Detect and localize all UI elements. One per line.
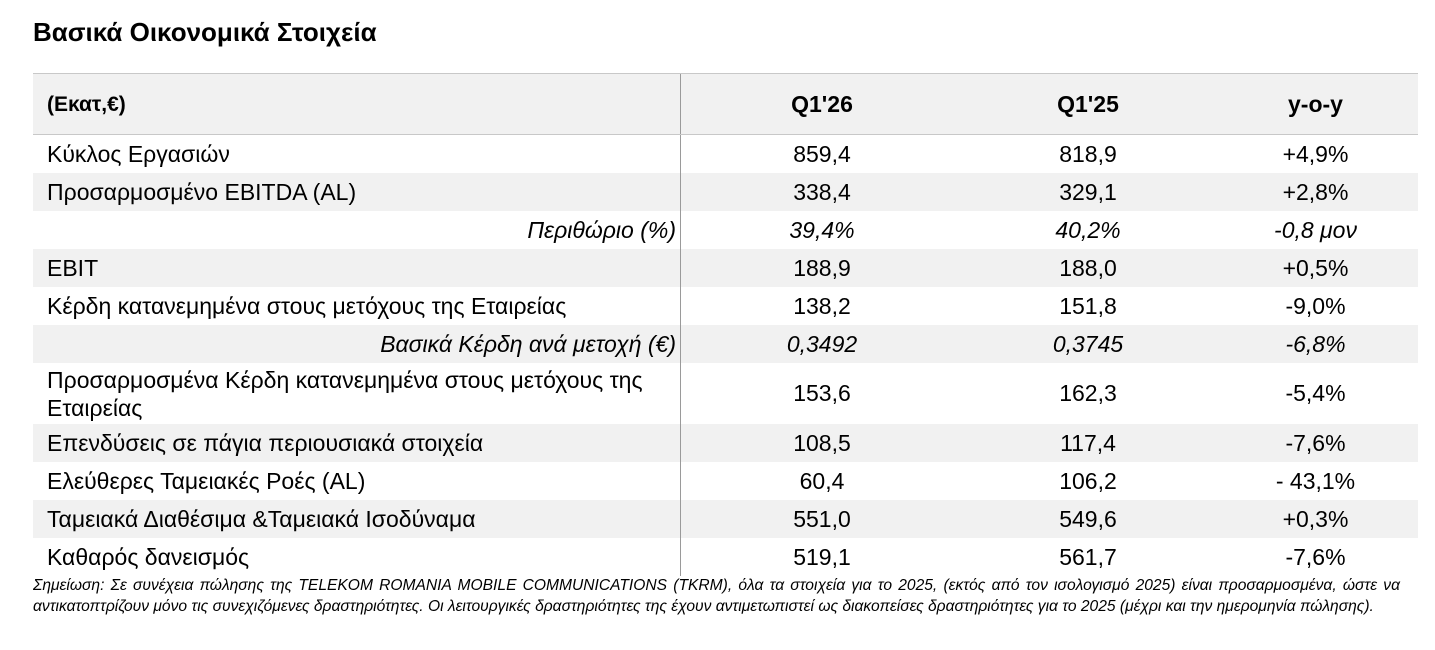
value-q1-26: 859,4 <box>793 140 851 167</box>
row-label: Επενδύσεις σε πάγια περιουσιακά στοιχεία <box>33 424 681 462</box>
row-label: Περιθώριο (%) <box>33 211 681 249</box>
row-label: Καθαρός δανεισμός <box>33 538 681 576</box>
value-q1-25: 188,0 <box>1059 254 1117 281</box>
value-yoy: -7,6% <box>1285 429 1346 456</box>
value-q1-25: 117,4 <box>1060 429 1116 456</box>
value-yoy: -5,4% <box>1285 380 1346 406</box>
table-row <box>33 538 1418 576</box>
value-yoy: -6,8% <box>1285 330 1346 357</box>
table-row <box>33 211 1418 249</box>
row-label: Ελεύθερες Ταμειακές Ροές (AL) <box>33 462 681 500</box>
header-yoy: y-o-y <box>1288 90 1343 117</box>
value-q1-26: 519,1 <box>793 543 851 570</box>
value-q1-26: 138,2 <box>793 292 851 319</box>
table-row <box>33 287 1418 325</box>
value-q1-26: 338,4 <box>793 178 851 205</box>
value-q1-25: 0,3745 <box>1052 330 1124 357</box>
value-yoy: +2,8% <box>1282 178 1349 205</box>
row-label: Ταμειακά Διαθέσιμα &Ταμειακά Ισοδύναμα <box>33 500 681 538</box>
value-q1-26: 188,9 <box>793 254 851 281</box>
table-row <box>33 325 1418 363</box>
financial-table <box>33 73 1418 576</box>
row-label: Κύκλος Εργασιών <box>33 135 681 173</box>
value-yoy: -0,8 μον <box>1274 216 1357 243</box>
value-yoy: +4,9% <box>1282 140 1349 167</box>
value-yoy: +0,5% <box>1282 254 1349 281</box>
table-row <box>33 363 1418 424</box>
page-title: Βασικά Οικονομικά Στοιχεία <box>33 17 377 47</box>
header-unit: (Εκατ,€) <box>33 74 681 134</box>
row-label: Προσαρμοσμένα Κέρδη κατανεμημένα στους μετόχους της Εταιρείας <box>33 363 681 424</box>
row-label: EBIT <box>33 249 681 287</box>
table-row <box>33 424 1418 462</box>
value-q1-25: 151,8 <box>1059 292 1117 319</box>
table-row <box>33 135 1418 173</box>
header-q1-26: Q1'26 <box>791 90 853 117</box>
table-row <box>33 500 1418 538</box>
value-q1-26: 0,3492 <box>786 330 858 357</box>
footnote: Σημείωση: Σε συνέχεια πώλησης της TELEKOM ROMANIA MOBILE COMMUNICATIONS (TKRM), όλα τα στοιχεία για το 2025, (εκτός από τον ισολογισμό 2025) είναι προσαρμοσμένα, ώστε να αντικατοπτρίζουν μόνο τις συνεχιζόμενες δραστηριότητες. Οι λειτουργικές δραστηριότητες της έχουν αντιμετωπιστεί ως διακοπείσες δραστηριότητες για το 2025 (μέχρι και την ημερομηνία πώλησης). <box>33 577 1400 615</box>
value-yoy: +0,3% <box>1282 505 1349 532</box>
row-label: Προσαρμοσμένο EBITDA (AL) <box>33 173 681 211</box>
value-q1-25: 40,2% <box>1055 216 1121 243</box>
row-label: Κέρδη κατανεμημένα στους μετόχους της Εταιρείας <box>33 287 681 325</box>
value-q1-26: 108,5 <box>793 429 851 456</box>
value-yoy: -7,6% <box>1285 543 1346 570</box>
value-q1-25: 162,3 <box>1059 380 1117 406</box>
value-q1-25: 818,9 <box>1059 140 1117 167</box>
value-q1-26: 551,0 <box>793 505 851 532</box>
value-q1-25: 329,1 <box>1059 178 1117 205</box>
value-q1-25: 106,2 <box>1059 467 1117 494</box>
table-row <box>33 173 1418 211</box>
value-q1-25: 561,7 <box>1059 543 1117 570</box>
value-q1-25: 549,6 <box>1059 505 1117 532</box>
value-q1-26: 39,4% <box>789 216 855 243</box>
table-row <box>33 462 1418 500</box>
header-q1-25: Q1'25 <box>1057 90 1119 117</box>
value-yoy: -9,0% <box>1285 292 1346 319</box>
value-q1-26: 60,4 <box>799 467 845 494</box>
row-label: Βασικά Κέρδη ανά μετοχή (€) <box>33 325 681 363</box>
value-yoy: - 43,1% <box>1275 467 1356 494</box>
value-q1-26: 153,6 <box>793 380 851 406</box>
table-header <box>33 74 1418 135</box>
table-row <box>33 249 1418 287</box>
